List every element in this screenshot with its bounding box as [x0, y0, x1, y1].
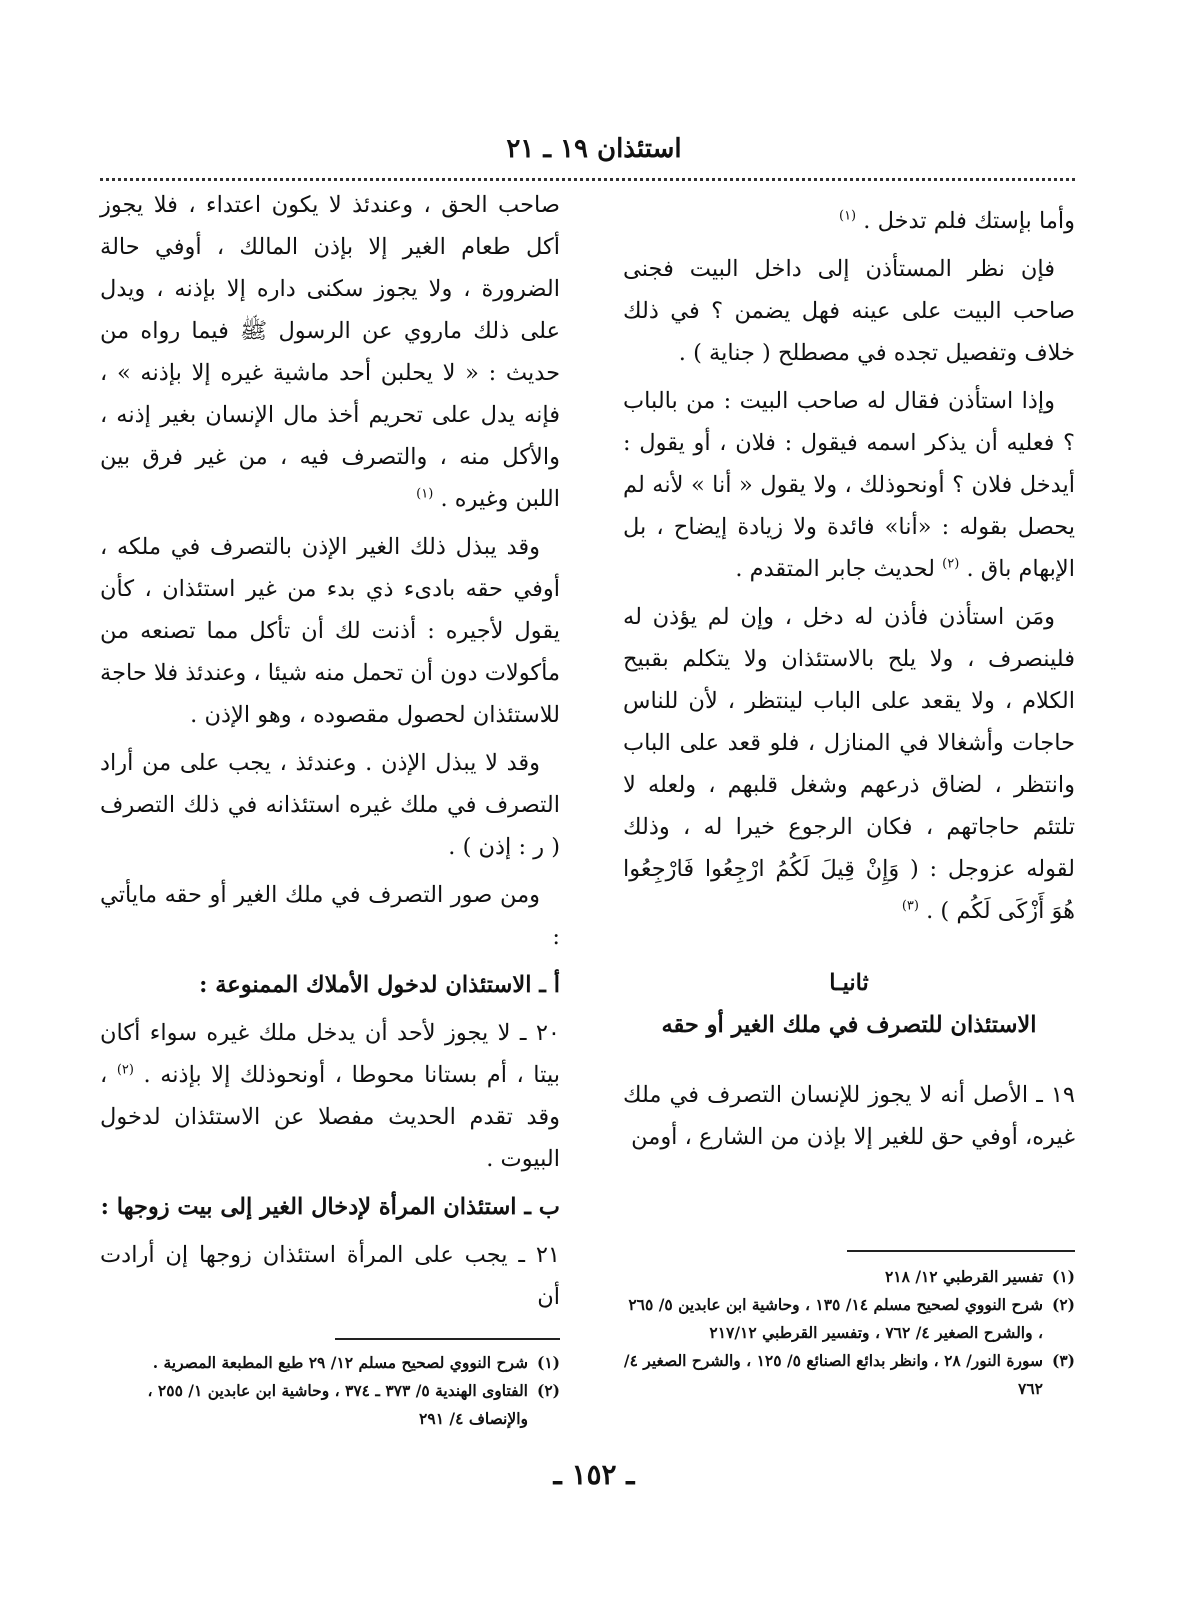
paragraph: ١٩ ـ الأصل أنه لا يجوز للإنسان التصرف في ملك غيره، أوفي حق للغير إلا بإذن من الشارع ، أومن [623, 1082, 1075, 1150]
footnote-rule-left [335, 1338, 560, 1340]
subheading-b: ب ـ استئذان المرأة لإدخال الغير إلى بيت زوجها : [100, 1194, 560, 1220]
footnotes-right [623, 1263, 1075, 1403]
paragraph: فإن نظر المستأذن إلى داخل البيت فجنى صاحب البيت على عينه فهل يضمن ؟ في ذلك خلاف وتفصيل تجده في مصطلح ( جناية ) . [623, 256, 1075, 366]
footnotes-left [100, 1349, 560, 1433]
footnote-ref: (٣) [901, 898, 919, 914]
footnote: (٢) الفتاوى الهندية ٥/ ٣٧٣ ـ ٣٧٤ ، وحاشية ابن عابدين ١/ ٢٥٥ ، والإنصاف ٤/ ٢٩١ [147, 1381, 560, 1428]
footnote-ref: (١) [416, 486, 434, 502]
paragraph: وإذا استأذن فقال له صاحب البيت : من بالباب ؟ فعليه أن يذكر اسمه فيقول : فلان ، أو يقول : أيدخل فلان ؟ أونحوذلك ، ولا يقول « أنا » لأنه لم يحصل بقوله : «أنا» فائدة ولا زيادة إيضاح ، بل الإبهام باق . $^{(٢)}$ لحديث جابر المتقدم . [623, 388, 1075, 582]
running-header: استئذان ١٩ ـ ٢١ [506, 134, 682, 164]
footnote: (٢) شرح النووي لصحيح مسلم ١٤/ ١٣٥ ، وحاشية ابن عابدين ٥/ ٢٦٥ ، والشرح الصغير ٤/ ٧٦٢ ، وتفسير القرطبي ٢١٧/١٢ [628, 1295, 1075, 1342]
subheading-a: أ ـ الاستئذان لدخول الأملاك الممنوعة : [199, 972, 560, 998]
page-number: ـ ١٥٢ ـ [553, 1458, 635, 1491]
paragraph: ٢٠ ـ لا يجوز لأحد أن يدخل ملك غيره سواء أكان بيتا ، أم بستانا محوطا ، أونحوذلك إلا بإذنه . $^{(٢)}$ ، وقد تقدم الحديث مفصلا عن الاستئذان لدخول البيوت . [100, 1020, 561, 1172]
footnote: (٣) سورة النور/ ٢٨ ، وانظر بدائع الصنائع ٥/ ١٢٥ ، والشرح الصغير ٤/ ٧٦٢ [623, 1351, 1075, 1398]
paragraph: وقد يبذل ذلك الغير الإذن بالتصرف في ملكه ، أوفي حقه بادىء ذي بدء من غير استئذان ، كأن يقول لأجيره : أذنت لك أن تأكل مما تصنعه من مأكولات دون أن تحمل منه شيئا ، وعندئذ فلا حاجة للاستئذان لحصول مقصوده ، وهو الإذن . [100, 534, 560, 728]
footnote: (١) شرح النووي لصحيح مسلم ١٢/ ٢٩ طبع المطبعة المصرية . [152, 1353, 560, 1372]
right-column [623, 200, 1075, 1164]
section-title: ثانيـا [829, 970, 869, 996]
paragraph: وأما بإستك فلم تدخل . $^{(١)}$ [838, 208, 1075, 234]
paragraph: ٢١ ـ يجب على المرأة استئذان زوجها إن أرادت أن [100, 1242, 560, 1310]
footnote-ref: (١) [838, 208, 857, 224]
section-subtitle: الاستئذان للتصرف في ملك الغير أو حقه [661, 1012, 1037, 1038]
paragraph: وقد لا يبذل الإذن . وعندئذ ، يجب على من أراد التصرف في ملك غيره استئذانه في ذلك التصرف ( ر : إذن ) . [100, 750, 560, 860]
paragraph: صاحب الحق ، وعندئذ لا يكون اعتداء ، فلا يجوز أكل طعام الغير إلا بإذن المالك ، أوفي حالة الضرورة ، ولا يجوز سكنى داره إلا بإذنه ، ويدل على ذلك ماروي عن الرسول ﷺ فيما رواه من حديث : « لا يحلبن أحد ماشية غيره إلا بإذنه » ، فإنه يدل على تحريم أخذ مال الإنسان بغير إذنه ، والأكل منه ، والتصرف فيه ، من غير فرق بين اللبن وغيره . $^{(١)}$ [100, 192, 560, 512]
left-column [100, 184, 560, 1324]
paragraph: ومن صور التصرف في ملك الغير أو حقه مايأتي : [100, 882, 560, 950]
footnote-rule-right [847, 1250, 1075, 1252]
footnote: (١) تفسير القرطبي ١٢/ ٢١٨ [884, 1267, 1075, 1286]
paragraph: ومَن استأذن فأذن له دخل ، وإن لم يؤذن له فلينصرف ، ولا يلح بالاستئذان ولا يتكلم بقبيح الكلام ، ولا يقعد على الباب لينتظر ، لأن للناس حاجات وأشغالا في المنازل ، فلو قعد على الباب وانتظر ، لضاق ذرعهم وشغل قلبهم ، ولعله لا تلتئم حاجاتهم ، فكان الرجوع خيرا له ، وذلك لقوله عزوجل : ( وَإِنْ قِيلَ لَكُمُ ارْجِعُوا فَارْجِعُوا هُوَ أَزْكَى لَكُم ) . $^{(٣)}$ [623, 604, 1075, 924]
header-dotted-rule [100, 178, 1075, 181]
footnote-ref: (٢) [942, 556, 960, 572]
footnote-ref: (٢) [116, 1062, 134, 1078]
